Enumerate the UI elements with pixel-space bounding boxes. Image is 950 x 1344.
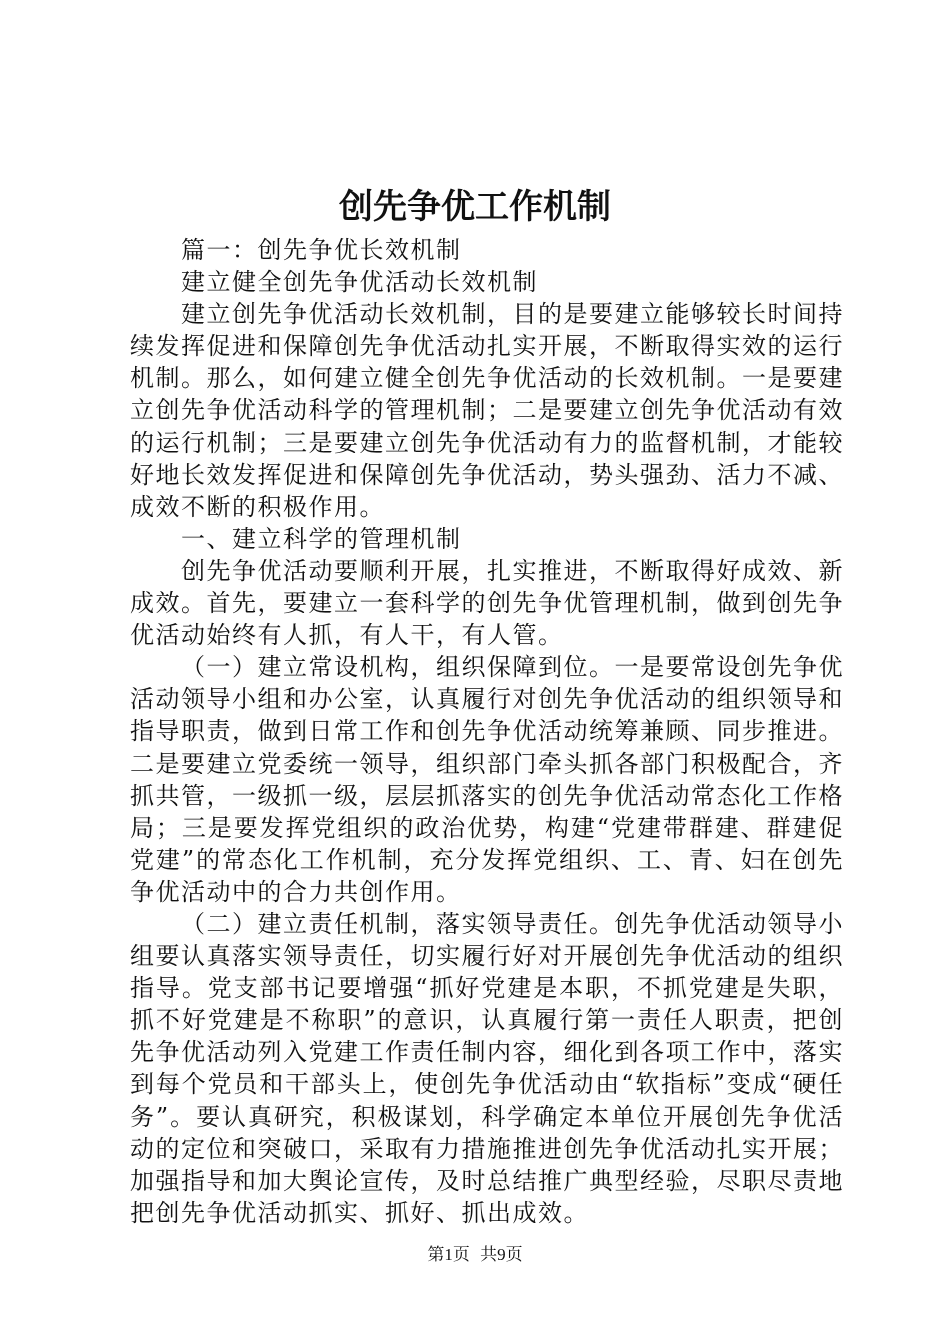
page-total: 共9页 — [480, 1245, 523, 1264]
page-number: 第1页 — [427, 1245, 470, 1264]
document-body — [130, 234, 844, 1229]
page-footer — [0, 1243, 950, 1267]
paragraph-article-heading: 篇一：创先争优长效机制 — [181, 236, 462, 264]
paragraph-item-one: （一）建立常设机构，组织保障到位。一是要常设创先争优活动领导小组和办公室，认真履行对创先争优活动的组织领导和指导职责，做到日常工作和创先争优活动统筹兼顾、同步推进。二是要建立党委统一领导，组织部门牵头抓各部门积极配合，齐抓共管，一级抓一级，层层抓落实的创先争优活动常态化工作格局；三是要发挥党组织的政治优势，构建“党建带群建、群建促党建”的常态化工作机制，充分发挥党组织、工、青、妇在创先争优活动中的合力共创作用。 — [130, 653, 844, 906]
document-title: 创先争优工作机制 — [339, 187, 611, 227]
paragraph-subtitle: 建立健全创先争优活动长效机制 — [181, 268, 538, 297]
paragraph-item-two: （二）建立责任机制，落实领导责任。创先争优活动领导小组要认真落实领导责任，切实履行好对开展创先争优活动的组织指导。党支部书记要增强“抓好党建是本职，不抓党建是失职，抓不好党建是不称职”的意识，认真履行第一责任人职责，把创先争优活动列入党建工作责任制内容，细化到各项工作中，落实到每个党员和干部头上，使创先争优活动由“软指标”变成“硬任务”。要认真研究，积极谋划，科学确定本单位开展创先争优活动的定位和突破口，采取有力措施推进创先争优活动扎实开展；加强指导和加大舆论宣传，及时总结推广典型经验，尽职尽责地把创先争优活动抓实、抓好、抓出成效。 — [130, 909, 844, 1227]
paragraph-section-heading: 一、建立科学的管理机制 — [181, 524, 462, 553]
paragraph-section-intro: 创先争优活动要顺利开展，扎实推进，不断取得好成效、新成效。首先，要建立一套科学的创先争优管理机制，做到创先争优活动始终有人抓，有人干，有人管。 — [130, 556, 844, 650]
paragraph-intro: 建立创先争优活动长效机制，目的是要建立能够较长时间持续发挥促进和保障创先争优活动扎实开展，不断取得实效的运行机制。那么，如何建立健全创先争优活动的长效机制。一是要建立创先争优活动科学的管理机制；二是要建立创先争优活动有效的运行机制；三是要建立创先争优活动有力的监督机制，才能较好地长效发挥促进和保障创先争优活动，势头强劲、活力不减、成效不断的积极作用。 — [130, 300, 844, 521]
